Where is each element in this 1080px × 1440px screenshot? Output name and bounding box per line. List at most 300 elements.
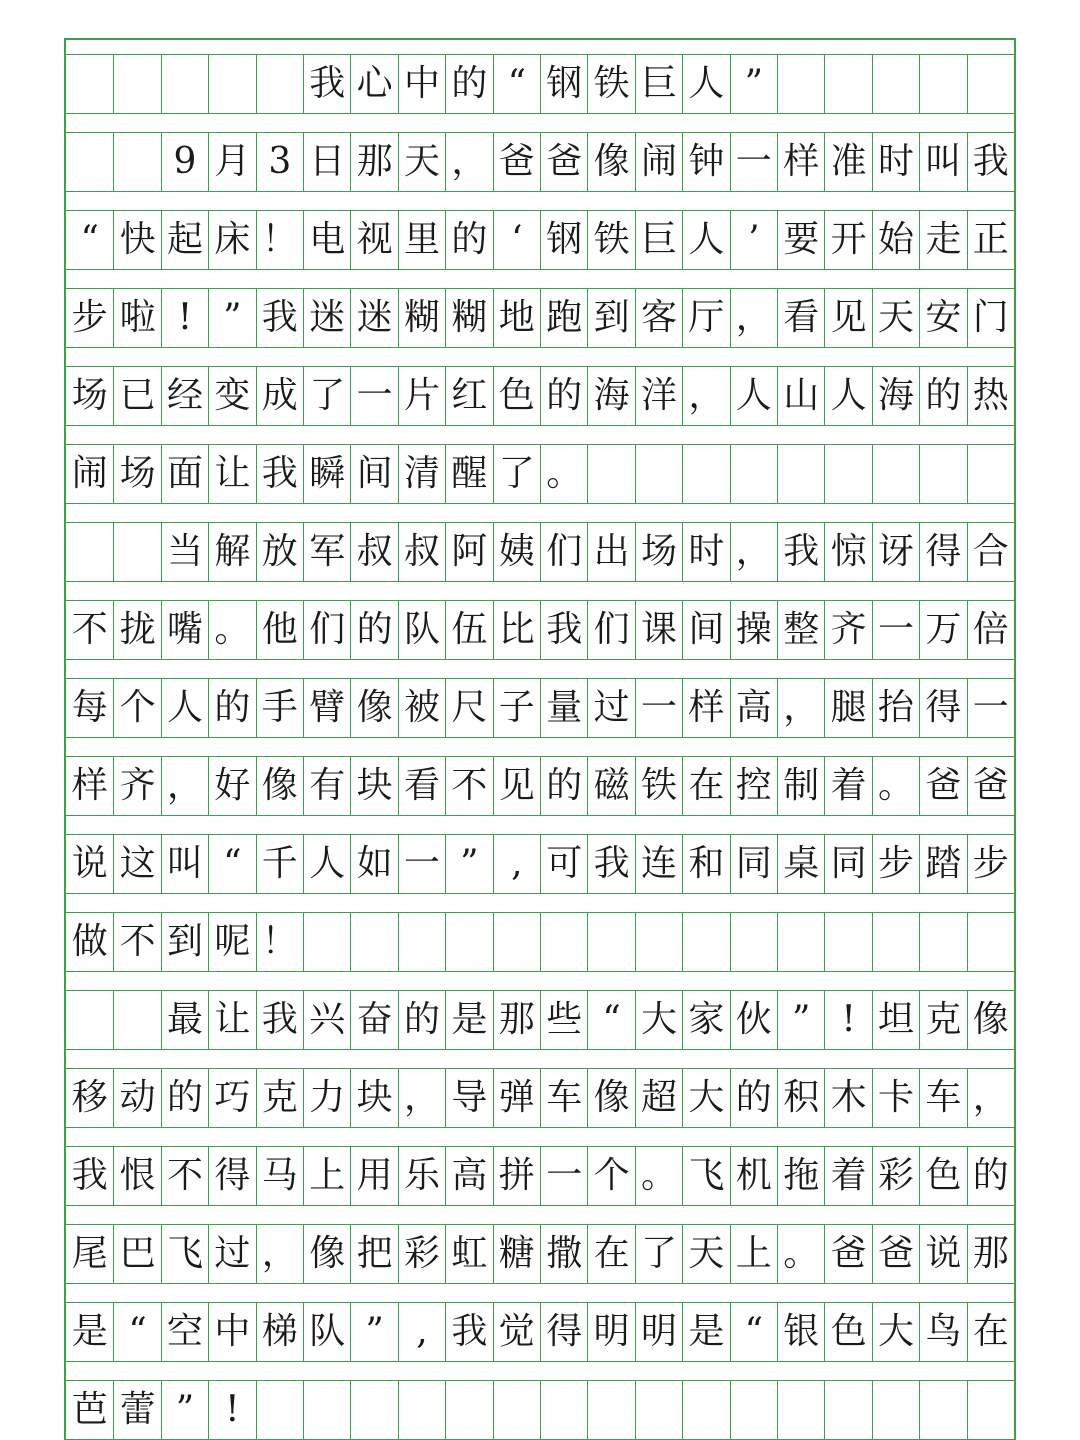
grid-cell: 瞬 (303, 445, 350, 503)
grid-cell: 们 (587, 601, 634, 659)
grid-cell: 步 (71, 297, 108, 338)
grid-cell: 力 (303, 1069, 350, 1127)
grid-cell: 说 (919, 1225, 966, 1283)
grid-cell: 尾 (71, 1233, 108, 1274)
grid-cell: 到 (161, 913, 208, 971)
text-row (66, 366, 1014, 426)
grid-cell: 色 (493, 367, 540, 425)
grid-cell: 得 (540, 1303, 587, 1361)
grid-cell: 蕾 (113, 1381, 160, 1439)
grid-cell: 门 (967, 289, 1014, 347)
grid-cell: 量 (540, 679, 587, 737)
grid-cell: ” (730, 55, 777, 113)
grid-cell: 马 (256, 1147, 303, 1205)
grid-cell: 场 (635, 523, 682, 581)
grid-cell: ! (161, 289, 208, 347)
grid-cell: 桌 (777, 835, 824, 893)
grid-cell (208, 55, 255, 113)
grid-cell: 像 (303, 1225, 350, 1283)
grid-cell: 天 (872, 289, 919, 347)
grid-cell (730, 445, 777, 503)
grid-cell: 我 (587, 835, 634, 893)
grid-cell: 红 (445, 367, 492, 425)
grid-cell: ” (208, 289, 255, 347)
grid-cell: 子 (493, 679, 540, 737)
grid-cell: 海 (587, 367, 634, 425)
grid-cell: 像 (256, 757, 303, 815)
grid-cell: 爸 (493, 133, 540, 191)
writing-grid-paper (64, 38, 1016, 1440)
grid-cell: “ (80, 219, 99, 260)
grid-cell: , (398, 1303, 445, 1361)
grid-cell (635, 913, 682, 971)
grid-cell: 人 (824, 367, 871, 425)
grid-cell: 清 (398, 445, 445, 503)
grid-cell: 我 (256, 289, 303, 347)
grid-cell: 把 (350, 1225, 397, 1283)
grid-cell: 巴 (113, 1225, 160, 1283)
grid-cell: 像 (350, 679, 397, 737)
grid-cell: 日 (303, 133, 350, 191)
grid-cell (540, 1381, 587, 1439)
grid-cell: 放 (256, 523, 303, 581)
grid-cell: 快 (113, 211, 160, 269)
grid-cell: 了 (635, 1225, 682, 1283)
grid-cell: 那 (350, 133, 397, 191)
grid-cell: 伍 (445, 601, 492, 659)
grid-cell (113, 55, 160, 113)
grid-cell: ， (398, 1069, 445, 1127)
grid-cell: 啦 (113, 289, 160, 347)
grid-cell: 合 (967, 523, 1014, 581)
grid-cell: 们 (303, 601, 350, 659)
grid-cell: 齐 (824, 601, 871, 659)
grid-cell: “ (493, 55, 540, 113)
grid-cell: 的 (350, 601, 397, 659)
grid-cell: 尺 (445, 679, 492, 737)
grid-cell: ， (730, 523, 777, 581)
grid-cell: 一 (540, 1147, 587, 1205)
grid-cell: 不 (71, 609, 108, 650)
grid-cell: 床 (208, 211, 255, 269)
grid-cell: 芭 (71, 1389, 108, 1430)
grid-cell: ! (208, 1381, 255, 1439)
grid-cell (919, 55, 966, 113)
grid-cell: 彩 (872, 1147, 919, 1205)
grid-cell: ， (256, 1225, 303, 1283)
grid-cell (919, 1381, 966, 1439)
grid-cell: 我 (303, 55, 350, 113)
grid-cell (256, 55, 303, 113)
grid-cell: 叫 (919, 133, 966, 191)
grid-cell: 齐 (113, 757, 160, 815)
grid-cell: 得 (919, 679, 966, 737)
grid-cell: ’ (730, 211, 777, 269)
grid-cell: 色 (919, 1147, 966, 1205)
grid-cell: 糊 (398, 289, 445, 347)
grid-cell: 的 (398, 991, 445, 1049)
grid-cell: 人 (303, 835, 350, 893)
text-row (66, 1224, 1014, 1284)
grid-cell (682, 445, 729, 503)
grid-cell: 看 (777, 289, 824, 347)
grid-cell: 醒 (445, 445, 492, 503)
grid-cell: 坦 (872, 991, 919, 1049)
grid-cell: 得 (208, 1147, 255, 1205)
grid-cell: 踏 (919, 835, 966, 893)
grid-cell (777, 55, 824, 113)
grid-cell: 的 (208, 679, 255, 737)
grid-cell: 爸 (872, 1225, 919, 1283)
grid-cell: 是 (445, 991, 492, 1049)
grid-cell: 像 (587, 1069, 634, 1127)
grid-cell: 呢 (208, 913, 255, 971)
grid-cell: 了 (493, 445, 540, 503)
grid-cell: 月 (208, 133, 255, 191)
grid-cell: 叔 (350, 523, 397, 581)
grid-cell: 的 (445, 55, 492, 113)
grid-cell (398, 1381, 445, 1439)
grid-cell: 的 (161, 1069, 208, 1127)
grid-cell: 撒 (540, 1225, 587, 1283)
grid-cell: 空 (161, 1303, 208, 1361)
grid-cell: 每 (71, 687, 108, 728)
grid-cell: 不 (113, 913, 160, 971)
grid-cell: 有 (303, 757, 350, 815)
grid-cell (872, 445, 919, 503)
grid-cell (66, 133, 113, 191)
grid-cell: 些 (540, 991, 587, 1049)
grid-cell: 场 (113, 445, 160, 503)
grid-cell: 我 (256, 445, 303, 503)
grid-cell: 间 (350, 445, 397, 503)
grid-cell (682, 1381, 729, 1439)
grid-cell: 解 (208, 523, 255, 581)
grid-cell: 时 (682, 523, 729, 581)
grid-cell: 变 (208, 367, 255, 425)
grid-cell: 。 (540, 445, 587, 503)
grid-cell (777, 445, 824, 503)
grid-cell: 说 (71, 843, 108, 884)
grid-cell: 手 (256, 679, 303, 737)
grid-cell: 课 (635, 601, 682, 659)
grid-cell: 面 (161, 445, 208, 503)
text-row (66, 210, 1014, 270)
grid-cell: ‘ (493, 211, 540, 269)
grid-cell (113, 133, 160, 191)
grid-cell: 块 (350, 1069, 397, 1127)
grid-cell: 得 (919, 523, 966, 581)
grid-cell: 比 (493, 601, 540, 659)
grid-cell: 如 (350, 835, 397, 893)
grid-cell: 整 (777, 601, 824, 659)
grid-cell: 上 (730, 1225, 777, 1283)
grid-cell: 爸 (540, 133, 587, 191)
text-row (66, 1068, 1014, 1128)
grid-cell: 不 (161, 1147, 208, 1205)
text-row (66, 678, 1014, 738)
grid-cell (730, 1381, 777, 1439)
grid-cell: 铁 (587, 55, 634, 113)
grid-cell: ， (161, 757, 208, 815)
text-row (66, 522, 1014, 582)
grid-cell: 觉 (493, 1303, 540, 1361)
grid-cell (967, 445, 1014, 503)
grid-cell: 人 (682, 211, 729, 269)
grid-cell (682, 913, 729, 971)
text-row (66, 444, 1014, 504)
grid-cell: 巨 (635, 211, 682, 269)
grid-cell: 巨 (635, 55, 682, 113)
grid-cell: 块 (350, 757, 397, 815)
text-row (66, 912, 1014, 972)
grid-cell: 像 (967, 991, 1014, 1049)
grid-cell: 这 (113, 835, 160, 893)
grid-cell: 和 (682, 835, 729, 893)
grid-cell: 闹 (635, 133, 682, 191)
grid-cell: 天 (682, 1225, 729, 1283)
grid-cell: 片 (398, 367, 445, 425)
grid-cell: 军 (303, 523, 350, 581)
grid-cell (398, 913, 445, 971)
grid-cell: 样 (71, 765, 108, 806)
grid-cell: 迷 (303, 289, 350, 347)
grid-cell (66, 523, 113, 581)
grid-cell: 到 (587, 289, 634, 347)
grid-cell: 明 (635, 1303, 682, 1361)
grid-cell (66, 55, 113, 113)
grid-cell: 当 (161, 523, 208, 581)
grid-cell: 热 (967, 367, 1014, 425)
grid-cell: 磁 (587, 757, 634, 815)
grid-cell: 腿 (824, 679, 871, 737)
grid-cell: 做 (71, 921, 108, 962)
grid-cell: 的 (540, 367, 587, 425)
grid-cell: 一 (635, 679, 682, 737)
text-row (66, 132, 1014, 192)
grid-cell: 爸 (919, 757, 966, 815)
grid-cell: 操 (730, 601, 777, 659)
grid-cell: 我 (445, 1303, 492, 1361)
grid-cell: 了 (303, 367, 350, 425)
grid-cell: 我 (540, 601, 587, 659)
grid-cell: 抬 (872, 679, 919, 737)
grid-cell: 连 (635, 835, 682, 893)
grid-cell: ， (445, 133, 492, 191)
grid-cell: ! (824, 991, 871, 1049)
grid-cell: 中 (398, 55, 445, 113)
grid-cell: 山 (777, 367, 824, 425)
grid-cell: 。 (777, 1225, 824, 1283)
grid-cell: 万 (919, 601, 966, 659)
grid-cell (161, 55, 208, 113)
grid-cell: 一 (967, 679, 1014, 737)
grid-cell (635, 445, 682, 503)
grid-cell: 大 (682, 1069, 729, 1127)
grid-cell: 让 (208, 991, 255, 1049)
grid-cell: 洋 (635, 367, 682, 425)
grid-cell (493, 1381, 540, 1439)
grid-cell: ！ (256, 913, 303, 971)
grid-cell: 一 (730, 133, 777, 191)
grid-cell: 大 (635, 991, 682, 1049)
grid-cell: ” (161, 1381, 208, 1439)
grid-cell: ！ (256, 211, 303, 269)
grid-cell: 迷 (350, 289, 397, 347)
grid-cell: 克 (256, 1069, 303, 1127)
grid-cell (113, 523, 160, 581)
grid-cell: 电 (303, 211, 350, 269)
grid-cell: 见 (824, 289, 871, 347)
grid-cell: 爸 (967, 757, 1014, 815)
grid-cell: 家 (682, 991, 729, 1049)
grid-cell: 成 (256, 367, 303, 425)
grid-cell (872, 55, 919, 113)
grid-cell: 叫 (161, 835, 208, 893)
grid-cell: 制 (777, 757, 824, 815)
grid-cell: 倍 (967, 601, 1014, 659)
grid-cell: 阿 (445, 523, 492, 581)
grid-cell: 在 (682, 757, 729, 815)
grid-cell (967, 55, 1014, 113)
grid-cell (824, 913, 871, 971)
grid-cell: 好 (208, 757, 255, 815)
grid-cell: 上 (303, 1147, 350, 1205)
text-row (66, 1302, 1014, 1362)
grid-cell: 已 (113, 367, 160, 425)
grid-cell: 不 (445, 757, 492, 815)
grid-cell: 他 (256, 601, 303, 659)
grid-cell: 一 (398, 835, 445, 893)
grid-cell: 样 (682, 679, 729, 737)
grid-cell: 看 (398, 757, 445, 815)
grid-cell (256, 1381, 303, 1439)
grid-cell (587, 1381, 634, 1439)
grid-cell: ， (967, 1069, 1014, 1127)
grid-cell: 见 (493, 757, 540, 815)
grid-cell: 钟 (682, 133, 729, 191)
grid-cell: 的 (445, 211, 492, 269)
grid-cell: 安 (919, 289, 966, 347)
grid-cell (445, 1381, 492, 1439)
grid-cell: 飞 (682, 1147, 729, 1205)
title-row (66, 54, 1014, 114)
grid-cell: 视 (350, 211, 397, 269)
grid-cell: 的 (540, 757, 587, 815)
grid-cell: 铁 (635, 757, 682, 815)
grid-cell (872, 913, 919, 971)
grid-cell: 走 (919, 211, 966, 269)
grid-cell: 过 (208, 1225, 255, 1283)
grid-cell: 银 (777, 1303, 824, 1361)
grid-cell: 准 (824, 133, 871, 191)
grid-cell: 让 (208, 445, 255, 503)
grid-cell: 里 (398, 211, 445, 269)
grid-cell: “ (208, 835, 255, 893)
grid-cell (967, 1381, 1014, 1439)
grid-cell: 同 (824, 835, 871, 893)
grid-cell (350, 913, 397, 971)
grid-cell: 的 (967, 1147, 1014, 1205)
grid-cell: 导 (445, 1069, 492, 1127)
grid-cell: 用 (350, 1147, 397, 1205)
grid-cell: 跑 (540, 289, 587, 347)
grid-cell: 地 (493, 289, 540, 347)
grid-cell: 场 (71, 375, 108, 416)
grid-cell: 天 (398, 133, 445, 191)
grid-cell: 讶 (872, 523, 919, 581)
grid-cell: 被 (398, 679, 445, 737)
grid-cell: 梯 (256, 1303, 303, 1361)
grid-cell: 弹 (493, 1069, 540, 1127)
grid-cell: 千 (256, 835, 303, 893)
grid-cell: 们 (540, 523, 587, 581)
grid-cell (587, 913, 634, 971)
grid-cell (777, 1381, 824, 1439)
grid-cell: 我 (777, 523, 824, 581)
grid-cell: 着 (824, 757, 871, 815)
grid-cell: 拢 (113, 601, 160, 659)
grid-cell: 步 (967, 835, 1014, 893)
grid-cell: 惊 (824, 523, 871, 581)
grid-cell: 厅 (682, 289, 729, 347)
text-row (66, 1146, 1014, 1206)
grid-cell: 机 (730, 1147, 777, 1205)
grid-cell: 恨 (113, 1147, 160, 1205)
grid-cell (730, 913, 777, 971)
grid-cell: 高 (730, 679, 777, 737)
grid-cell (824, 55, 871, 113)
grid-cell: 钢 (540, 211, 587, 269)
grid-cell: 始 (872, 211, 919, 269)
grid-cell: 是 (71, 1311, 108, 1352)
grid-cell: 一 (872, 601, 919, 659)
grid-cell: 卡 (872, 1069, 919, 1127)
grid-cell: 个 (113, 679, 160, 737)
grid-cell: 样 (777, 133, 824, 191)
grid-cell: 鸟 (919, 1303, 966, 1361)
grid-cell: 队 (398, 601, 445, 659)
grid-cell: 起 (161, 211, 208, 269)
grid-cell: 像 (587, 133, 634, 191)
grid-cell (919, 913, 966, 971)
grid-cell: 开 (824, 211, 871, 269)
grid-cell: 在 (587, 1225, 634, 1283)
grid-cell: , (493, 835, 540, 893)
grid-cell: 经 (161, 367, 208, 425)
grid-cell (919, 445, 966, 503)
grid-cell: 巧 (208, 1069, 255, 1127)
grid-cell: 臂 (303, 679, 350, 737)
grid-cell: 钢 (540, 55, 587, 113)
text-row (66, 600, 1014, 660)
grid-cell: 我 (256, 991, 303, 1049)
grid-cell (113, 991, 160, 1049)
grid-cell: 伙 (730, 991, 777, 1049)
grid-cell: 着 (824, 1147, 871, 1205)
grid-cell: 木 (824, 1069, 871, 1127)
grid-cell (587, 445, 634, 503)
grid-cell: 间 (682, 601, 729, 659)
text-row (66, 288, 1014, 348)
grid-cell: 那 (493, 991, 540, 1049)
grid-cell: 。 (208, 601, 255, 659)
grid-cell: 时 (872, 133, 919, 191)
grid-cell: 色 (824, 1303, 871, 1361)
grid-cell: ， (777, 679, 824, 737)
grid-cell: 彩 (398, 1225, 445, 1283)
grid-cell: 车 (540, 1069, 587, 1127)
